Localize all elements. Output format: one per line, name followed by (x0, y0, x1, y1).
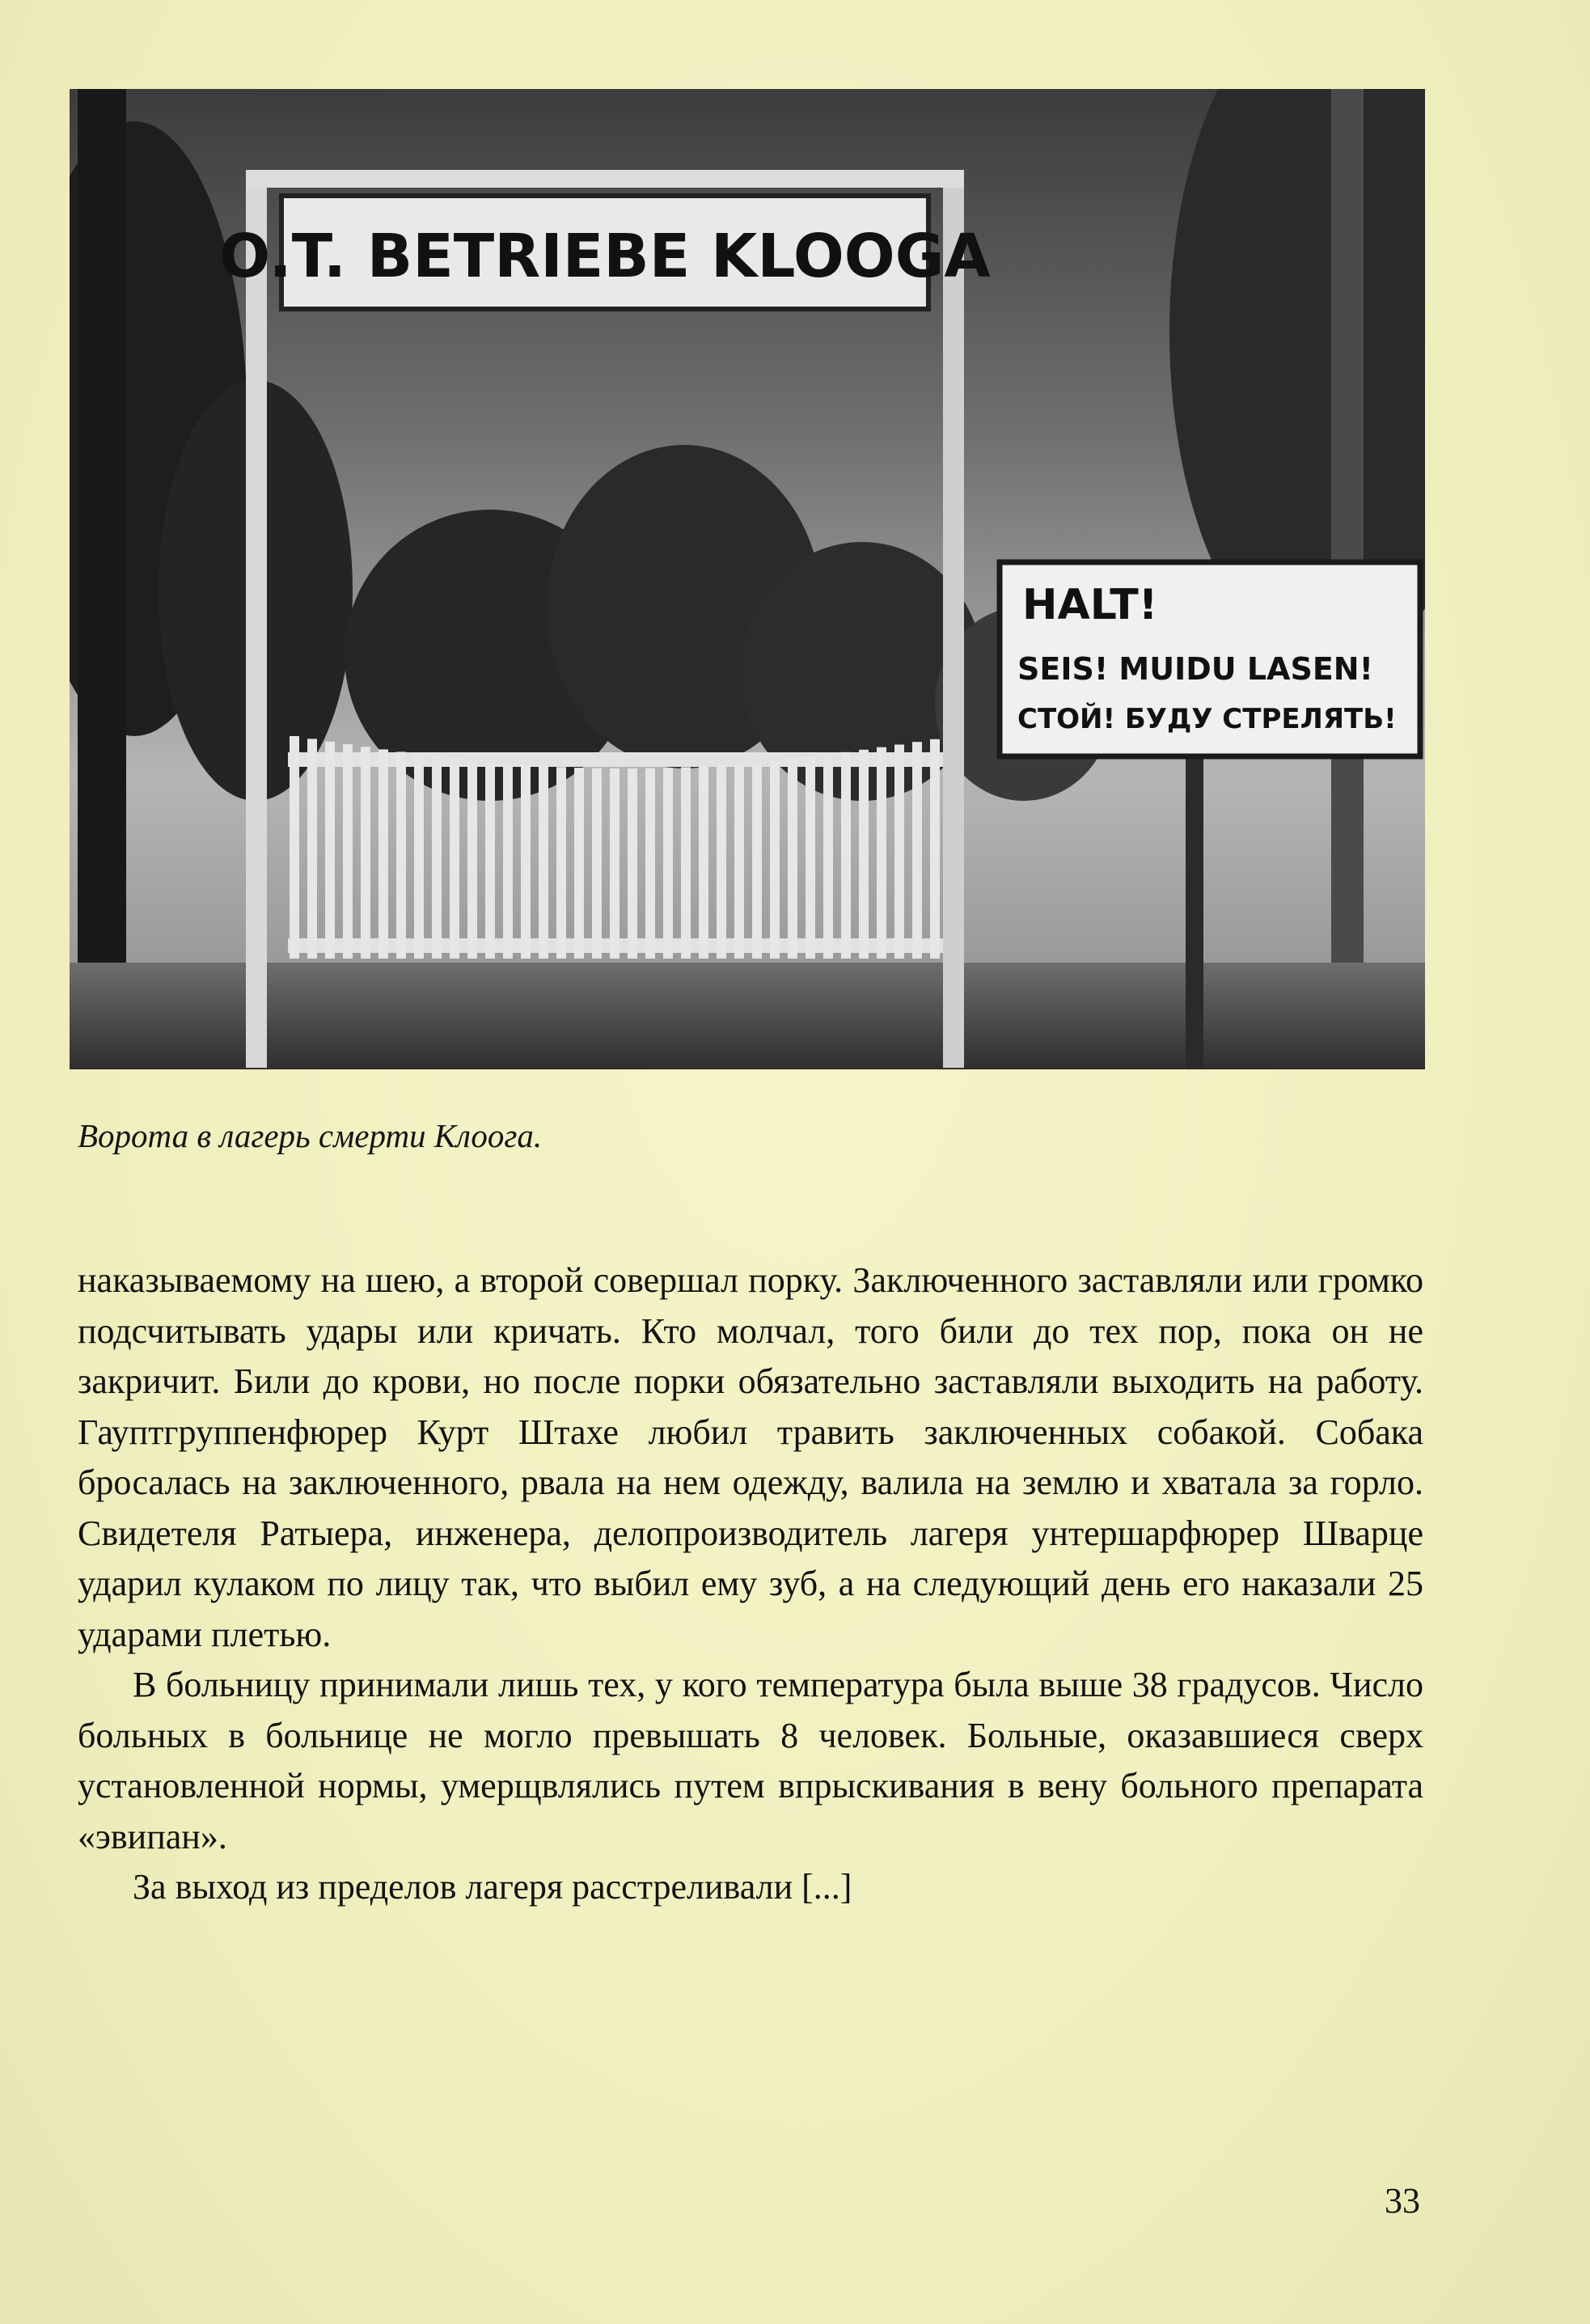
fence-picket (432, 756, 442, 959)
fence-picket (414, 754, 424, 959)
fence-picket (841, 752, 851, 959)
fence-picket (930, 739, 940, 959)
fence-picket (823, 755, 833, 959)
warning-sign-line3: СТОЙ! БУДУ СТРЕЛЯТЬ! (1017, 703, 1397, 735)
fence-picket (859, 750, 869, 959)
fence-picket (628, 768, 637, 959)
fence-picket (894, 744, 904, 959)
warning-sign-line2: SEIS! MUIDU LASEN! (1017, 651, 1373, 687)
fence-picket (877, 747, 886, 959)
fence-picket (681, 767, 691, 959)
paragraph-1: наказываемому на шею, а второй совершал порку. Заключенного заставляли или громко подсчитывать удары или кричать. Кто молчал, того били до тех пор, пока он не закричит. Били до крови, но после порки обязательно заставляли выходить на работу. Гауптгруппенфюрер Курт Штахе любил травить заключенных собакой. Собака бросалась на заключенного, рвала на нем одежду, валила на землю и хватала за горло. Свидетеля Ратыера, инженера, делопроизводитель лагеря унтершарфюрер Шварце ударил кулаком по лицу так, что выбил ему зуб, а на следующий день его наказали 25 ударами плетью. (78, 1260, 1423, 1654)
fence-picket (645, 768, 655, 959)
fence-picket (734, 764, 744, 959)
gate-sign-text: O.T. BETRIEBE KLOOGA (219, 222, 991, 291)
fence-picket (361, 747, 370, 959)
fence-picket (610, 768, 620, 959)
fence-picket (806, 756, 815, 959)
fence-picket (503, 764, 513, 959)
fence-picket (912, 742, 922, 959)
fence-picket (699, 766, 708, 959)
fence-picket (717, 765, 726, 959)
fence-picket (752, 762, 762, 959)
fence-picket (396, 751, 406, 959)
fence-picket (788, 759, 797, 959)
fence-picket (521, 765, 531, 959)
fence-picket (592, 768, 602, 959)
paragraph-3: За выход из пределов лагеря расстреливали [...] (133, 1867, 852, 1907)
fence-picket (343, 744, 353, 959)
page-number: 33 (1385, 2181, 1420, 2220)
fence-picket (556, 767, 566, 959)
fence-picket (325, 742, 335, 959)
fence-picket (539, 766, 548, 959)
photo-caption: Ворота в лагерь смерти Клоога. (78, 1117, 543, 1154)
fence-picket (307, 739, 317, 959)
camp-gate-photo (70, 89, 1425, 1069)
paragraph-2: В больницу принимали лишь тех, у кого температура была выше 38 градусов. Число больных в больнице не могло превышать 8 человек. Больные, оказавшиеся сверх установленной нормы, умерщвлялись путем впрыскивания в вену больного препарата «эвипан». (78, 1665, 1423, 1856)
fence-picket (663, 768, 673, 959)
fence-picket (290, 736, 299, 959)
fence-picket (450, 759, 459, 959)
fence-picket (770, 760, 780, 959)
fence-picket (467, 760, 477, 959)
body-text (78, 1255, 1423, 1913)
fence-picket (485, 762, 495, 959)
warning-sign-line1: HALT! (1022, 581, 1158, 629)
fence-picket (574, 768, 584, 959)
fence-picket (378, 749, 388, 959)
